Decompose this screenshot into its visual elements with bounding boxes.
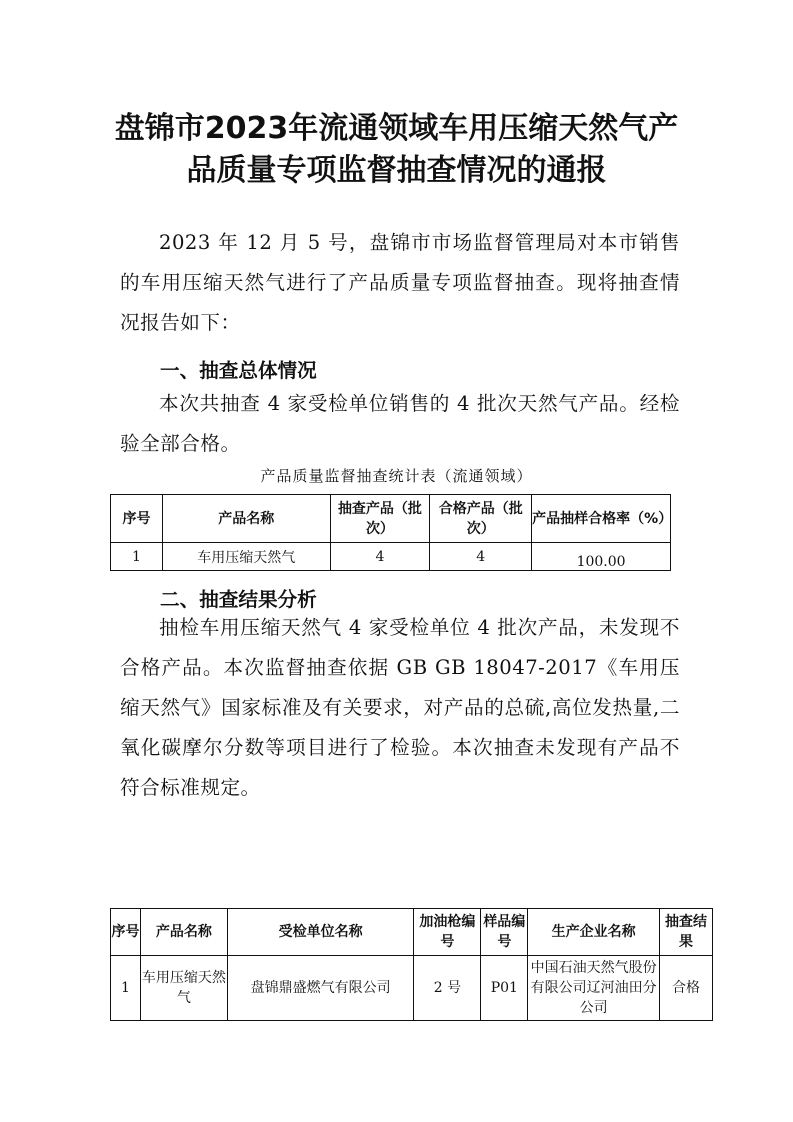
stats-cell-sampled: 4	[330, 543, 430, 571]
detail-cell-manufacturer: 中国石油天然气股份有限公司辽河油田分公司	[528, 956, 660, 1021]
detail-header-nozzle: 加油枪编号	[414, 909, 481, 956]
detail-header-product: 产品名称	[140, 909, 227, 956]
stats-cell-index: 1	[111, 543, 163, 571]
stats-table-header-row	[111, 495, 671, 543]
detail-cell-unit: 盘锦鼎盛燃气有限公司	[227, 956, 414, 1021]
detail-header-index: 序号	[111, 909, 141, 956]
detail-header-result: 抽查结果	[660, 909, 713, 956]
stats-cell-rate: 100.00	[532, 543, 671, 571]
table-row	[111, 956, 713, 1021]
detail-table	[110, 908, 713, 1021]
stats-header-sampled: 抽查产品（批次）	[330, 495, 430, 543]
detail-header-sample: 样品编号	[481, 909, 528, 956]
stats-cell-product: 车用压缩天然气	[162, 543, 330, 571]
table-row	[111, 543, 671, 571]
stats-header-product: 产品名称	[162, 495, 330, 543]
section-2-heading: 二、抽查结果分析	[160, 588, 317, 611]
stats-header-qualified: 合格产品（批次）	[430, 495, 532, 543]
document-title-line-2: 品质量专项监督抽查情况的通报	[186, 153, 607, 188]
detail-header-unit: 受检单位名称	[227, 909, 414, 956]
stats-table-caption: 产品质量监督抽查统计表（流通领域）	[260, 467, 533, 485]
stats-cell-qualified: 4	[430, 543, 532, 571]
document-title-line-1: 盘锦市2023年流通领域车用压缩天然气产	[114, 111, 679, 146]
detail-cell-nozzle: 2 号	[414, 956, 481, 1021]
section-1-text: 本次共抽查 4 家受检单位销售的 4 批次天然气产品。经检验全部合格。	[120, 392, 680, 455]
detail-cell-sample: P01	[481, 956, 528, 1021]
detail-cell-product: 车用压缩天然气	[140, 956, 227, 1021]
section-1-heading: 一、抽查总体情况	[160, 359, 317, 382]
detail-table-header-row	[111, 909, 713, 956]
section-2-text: 抽检车用压缩天然气 4 家受检单位 4 批次产品，未发现不合格产品。本次监督抽查依据 GB GB 18047-2017《车用压缩天然气》国家标准及有关要求，对产品的总硫,高位发热量,二氧化碳摩尔分数等项目进行了检验。本次抽查未发现有产品不符合标准规定。	[120, 616, 680, 799]
stats-table	[110, 494, 671, 571]
detail-cell-result: 合格	[660, 956, 713, 1021]
stats-header-rate: 产品抽样合格率（%）	[532, 495, 671, 543]
intro-paragraph: 2023 年 12 月 5 号，盘锦市市场监督管理局对本市销售的车用压缩天然气进行了产品质量专项监督抽查。现将抽查情况报告如下：	[120, 231, 680, 334]
detail-cell-index: 1	[111, 956, 141, 1021]
detail-header-manufacturer: 生产企业名称	[528, 909, 660, 956]
stats-header-index: 序号	[111, 495, 163, 543]
